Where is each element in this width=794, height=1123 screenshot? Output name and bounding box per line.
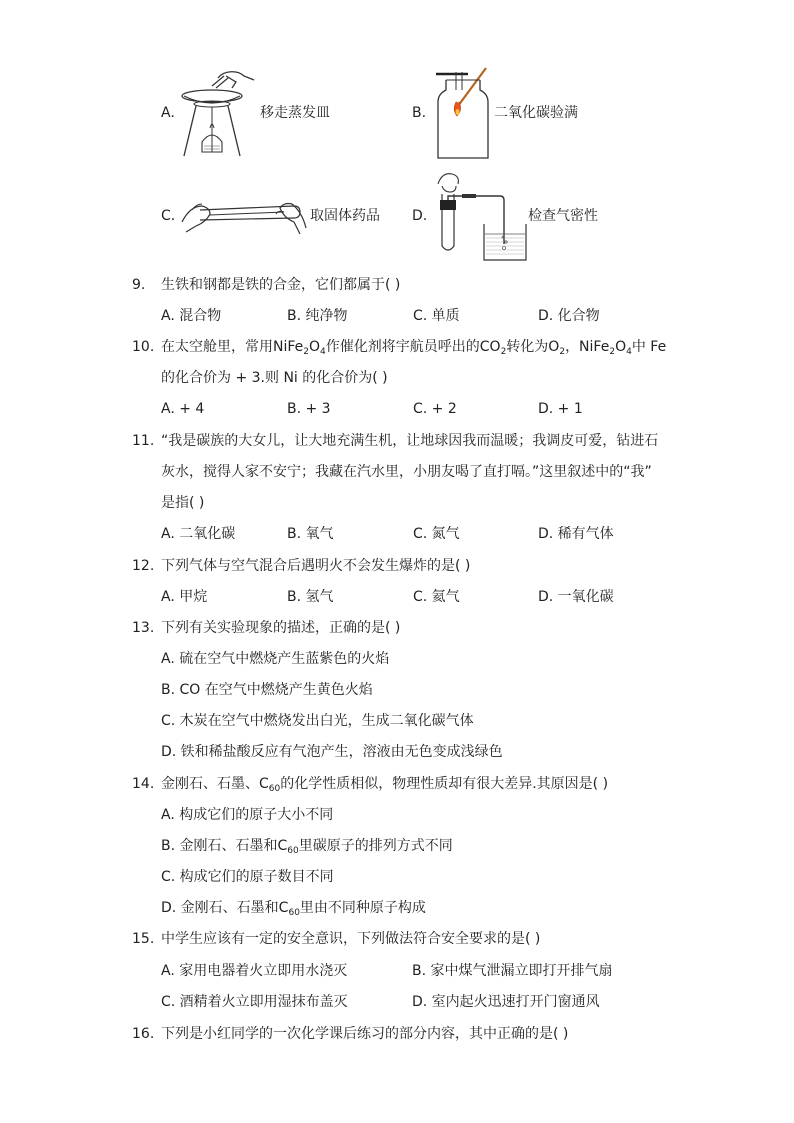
q15-option-a: A. 家用电器着火立即用水浇灭 [161,963,348,979]
q14-stem: 金刚石、石墨、$C_{60}$的化学性质相似，物理性质却有很大差异.其原因是( ) [161,776,609,794]
q11-number: 11. [132,433,155,449]
q11-stem-line1: “我是碳族的大女儿，让大地充满生机，让地球因我而温暖；我调皮可爱，钻进石 [161,433,659,449]
q10-option-a: A. + 4 [161,401,205,417]
figure-c-caption: 取固体药品 [310,208,380,224]
figure-a-letter: A. [161,105,175,121]
figure-d-letter: D. [412,208,428,224]
q9-stem: 生铁和钢都是铁的合金，它们都属于( ) [161,277,401,293]
co2-test-illustration [434,66,494,162]
q10-option-b: B. + 3 [287,401,331,417]
q14-option-d: D. 金刚石、石墨和$C_{60}$里由不同种原子构成 [161,900,426,918]
q12-number: 12. [132,558,155,574]
q14-option-c: C. 构成它们的原子数目不同 [161,869,334,885]
q14-option-a: A. 构成它们的原子大小不同 [161,807,334,823]
airtightness-check-illustration [432,170,532,264]
q10-stem-line2: 的化合价为 + 3.则 Ni 的化合价为( ) [161,370,388,386]
figure-b-caption: 二氧化碳验满 [494,105,578,121]
figure-b-letter: B. [412,105,427,121]
q14-number: 14. [132,776,155,792]
q13-stem: 下列有关实验现象的描述，正确的是( ) [161,620,401,636]
q9-option-b: B. 纯净物 [287,308,348,324]
q15-option-b: B. 家中煤气泄漏立即打开排气扇 [412,963,613,979]
q12-option-b: B. 氢气 [287,589,334,605]
q16-stem: 下列是小红同学的一次化学课后练习的部分内容，其中正确的是( ) [161,1026,569,1042]
q10-stem-line1: 在太空舱里，常用$NiFe_2O_4$作催化剂将宇航员呼出的$CO_2$转化为$O_2$，$NiFe_2O_4$中 Fe [161,339,667,357]
evaporating-dish-illustration [178,68,258,160]
q9-option-a: A. 混合物 [161,308,222,324]
q12-option-d: D. 一氧化碳 [538,589,614,605]
q11-option-a: A. 二氧化碳 [161,526,236,542]
q11-option-b: B. 氧气 [287,526,334,542]
q9-option-d: D. 化合物 [538,308,600,324]
q10-option-d: D. + 1 [538,401,583,417]
q13-option-d: D. 铁和稀盐酸反应有气泡产生，溶液由无色变成浅绿色 [161,744,503,760]
figure-d-caption: 检查气密性 [528,208,598,224]
q11-stem-line3: 是指( ) [161,495,205,511]
q15-option-d: D. 室内起火迅速打开门窗通风 [412,994,600,1010]
figure-c-letter: C. [161,208,176,224]
q15-option-c: C. 酒精着火立即用湿抹布盖灭 [161,994,348,1010]
q11-option-c: C. 氮气 [413,526,460,542]
q14-option-b: B. 金刚石、石墨和$C_{60}$里碳原子的排列方式不同 [161,838,453,856]
q12-option-c: C. 氦气 [413,589,460,605]
q13-option-c: C. 木炭在空气中燃烧发出白光，生成二氧化碳气体 [161,713,474,729]
q16-number: 16. [132,1026,155,1042]
q10-option-c: C. + 2 [413,401,457,417]
q11-stem-line2: 灰水，搅得人家不安宁；我藏在汽水里，小朋友喝了直打嗝。”这里叙述中的“我” [161,464,652,480]
figure-a-caption: 移走蒸发皿 [260,105,330,121]
q13-number: 13. [132,620,155,636]
q9-number: 9. [132,277,146,293]
q15-number: 15. [132,931,155,947]
q10-number: 10. [132,339,155,355]
q13-option-a: A. 硫在空气中燃烧产生蓝紫色的火焰 [161,651,390,667]
q15-stem: 中学生应该有一定的安全意识，下列做法符合安全要求的是( ) [161,931,541,947]
solid-reagent-illustration [180,192,308,238]
q12-option-a: A. 甲烷 [161,589,208,605]
q11-option-d: D. 稀有气体 [538,526,614,542]
q9-option-c: C. 单质 [413,308,460,324]
q13-option-b: B. CO 在空气中燃烧产生黄色火焰 [161,682,373,698]
q12-stem: 下列气体与空气混合后遇明火不会发生爆炸的是( ) [161,558,471,574]
